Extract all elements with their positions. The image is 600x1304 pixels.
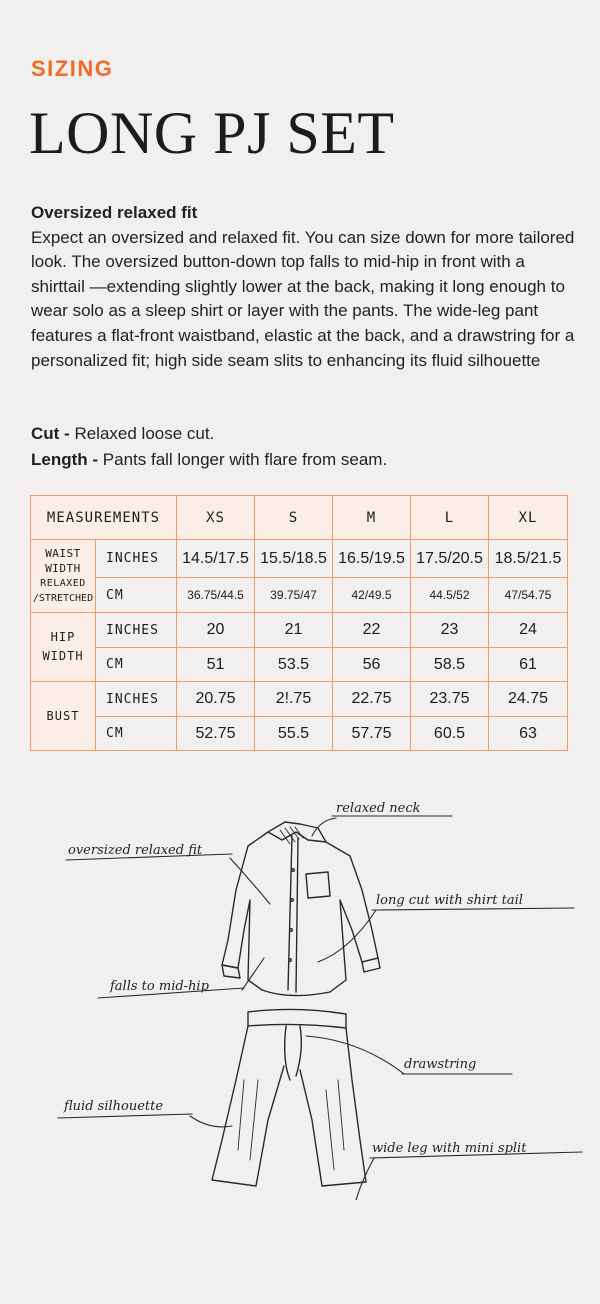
- spec-list: [31, 421, 576, 473]
- annotation-oversized-fit: oversized relaxed fit: [68, 843, 203, 858]
- unit-label: INCHES: [96, 540, 177, 578]
- table-cell: 16.5/19.5: [333, 540, 411, 578]
- bust-group-label: BUST: [31, 682, 96, 751]
- size-header: S: [255, 496, 333, 540]
- measurements-header: MEASUREMENTS: [31, 496, 177, 540]
- unit-label: INCHES: [96, 613, 177, 648]
- table-cell: 22.75: [333, 682, 411, 717]
- fit-heading: Oversized relaxed fit: [31, 203, 198, 222]
- shirt-button: [292, 869, 295, 872]
- cut-value: Relaxed loose cut.: [69, 424, 215, 443]
- table-row: [31, 613, 568, 648]
- table-row: [31, 648, 568, 682]
- waist-label-line: WAIST: [45, 547, 81, 560]
- table-cell: 20.75: [177, 682, 255, 717]
- shirt-button: [290, 929, 293, 932]
- shirt-drawing: [222, 822, 380, 996]
- pants-folds: [238, 1080, 344, 1170]
- pants-drawing: [212, 1009, 366, 1186]
- table-cell: 23: [411, 613, 489, 648]
- table-cell: 44.5/52: [411, 578, 489, 613]
- shirt-right-side: [326, 842, 378, 992]
- cut-label: Cut -: [31, 424, 70, 443]
- table-cell: 47/54.75: [489, 578, 568, 613]
- table-cell: 63: [489, 717, 568, 751]
- hip-group-label: [31, 613, 96, 682]
- table-cell: 52.75: [177, 717, 255, 751]
- pants-drawstring: [285, 1026, 302, 1080]
- table-cell: 42/49.5: [333, 578, 411, 613]
- annotation-long-cut: long cut with shirt tail: [376, 893, 523, 908]
- table-cell: 55.5: [255, 717, 333, 751]
- table-cell: 24: [489, 613, 568, 648]
- table-cell: 56: [333, 648, 411, 682]
- table-cell: 17.5/20.5: [411, 540, 489, 578]
- table-cell: 60.5: [411, 717, 489, 751]
- table-cell: 53.5: [255, 648, 333, 682]
- annotation-drawstring: drawstring: [404, 1057, 477, 1072]
- shirt-pocket: [306, 872, 330, 898]
- length-value: Pants fall longer with flare from seam.: [98, 450, 388, 469]
- fit-body: Expect an oversized and relaxed fit. You can size down for more tailored look. The oversized button-down top falls to mid-hip in front with a shirttail —extending slightly lower at the back, making it long enough to wear solo as a sleep shirt or layer with the pants. The wide-leg pant features a flat-front waistband, elastic at the back, and a drawstring for a personalized fit; high side seam slits to enhancing its fluid silhouette: [31, 227, 575, 370]
- table-cell: 21: [255, 613, 333, 648]
- shirt-collar: [268, 822, 326, 842]
- shirt-placket: [288, 836, 298, 992]
- hip-label-line: HIP: [50, 630, 76, 644]
- size-header: L: [411, 496, 489, 540]
- mid-hip-arrow: [242, 958, 264, 990]
- fit-description: [31, 201, 576, 373]
- pants-waistband: [248, 1009, 346, 1028]
- shirt-cuffs: [222, 958, 380, 978]
- waist-group-label: [31, 540, 96, 613]
- annotation-relaxed-neck: relaxed neck: [336, 801, 421, 816]
- table-cell: 61: [489, 648, 568, 682]
- pj-set-illustration: [0, 780, 600, 1200]
- table-cell: 2!.75: [255, 682, 333, 717]
- table-cell: 57.75: [333, 717, 411, 751]
- table-cell: 15.5/18.5: [255, 540, 333, 578]
- length-line: [31, 447, 576, 473]
- table-cell: 36.75/44.5: [177, 578, 255, 613]
- waist-label-line: WIDTH: [45, 562, 81, 575]
- long-cut-underline: [372, 908, 574, 910]
- table-cell: 51: [177, 648, 255, 682]
- unit-label: CM: [96, 578, 177, 613]
- table-header-row: [31, 496, 568, 540]
- hip-label-line: WIDTH: [42, 649, 84, 663]
- oversized-fit-arrow: [230, 858, 270, 904]
- annotation-wide-leg: wide leg with mini split: [372, 1141, 527, 1156]
- size-header: XL: [489, 496, 568, 540]
- table-cell: 39.75/47: [255, 578, 333, 613]
- shirt-button: [291, 899, 294, 902]
- table-cell: 22: [333, 613, 411, 648]
- size-header: XS: [177, 496, 255, 540]
- length-label: Length -: [31, 450, 99, 469]
- fluid-underline: [58, 1114, 192, 1118]
- page-title: LONG PJ SET: [29, 100, 395, 166]
- table-cell: 24.75: [489, 682, 568, 717]
- pants-left-leg: [212, 1026, 284, 1186]
- size-header: M: [333, 496, 411, 540]
- waist-label-line: RELAXED: [40, 578, 86, 589]
- table-row: [31, 578, 568, 613]
- table-row: [31, 540, 568, 578]
- table-row: [31, 682, 568, 717]
- unit-label: INCHES: [96, 682, 177, 717]
- drawstring-arrow: [306, 1036, 404, 1074]
- eyebrow-label: SIZING: [31, 56, 114, 81]
- unit-label: CM: [96, 648, 177, 682]
- waist-label-line: /STRETCHED: [32, 593, 94, 604]
- table-cell: 20: [177, 613, 255, 648]
- table-cell: 23.75: [411, 682, 489, 717]
- annotation-mid-hip: falls to mid-hip: [110, 979, 209, 994]
- shirt-button: [289, 959, 292, 962]
- table-cell: 58.5: [411, 648, 489, 682]
- unit-label: CM: [96, 717, 177, 751]
- table-cell: 18.5/21.5: [489, 540, 568, 578]
- size-chart-table: [30, 495, 568, 751]
- table-cell: 14.5/17.5: [177, 540, 255, 578]
- cut-line: [31, 421, 576, 447]
- annotation-fluid: fluid silhouette: [64, 1099, 164, 1114]
- table-row: [31, 717, 568, 751]
